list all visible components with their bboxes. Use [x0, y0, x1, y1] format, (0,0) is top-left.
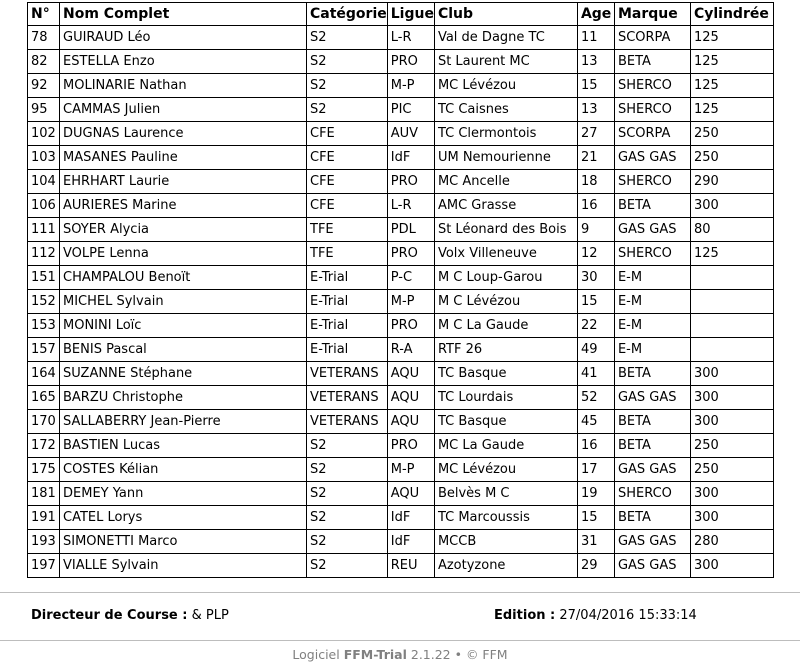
cell-full-name: SIMONETTI Marco	[60, 530, 307, 554]
cell-full-name: SALLABERRY Jean-Pierre	[60, 410, 307, 434]
cell-displacement: 250	[690, 146, 773, 170]
cell-full-name: CATEL Lorys	[60, 506, 307, 530]
table-row	[28, 194, 774, 218]
software-credit	[0, 647, 800, 662]
cell-club: M C La Gaude	[434, 314, 577, 338]
cell-age: 17	[577, 458, 614, 482]
cell-number: 181	[28, 482, 60, 506]
cell-number: 82	[28, 50, 60, 74]
cell-league: AQU	[387, 362, 434, 386]
cell-club: TC Lourdais	[434, 386, 577, 410]
cell-category: CFE	[307, 170, 388, 194]
cell-category: S2	[307, 482, 388, 506]
cell-number: 106	[28, 194, 60, 218]
cell-club: TC Basque	[434, 362, 577, 386]
cell-league: AUV	[387, 122, 434, 146]
cell-category: S2	[307, 554, 388, 578]
table-row	[28, 218, 774, 242]
cell-brand: BETA	[614, 50, 690, 74]
cell-league: P-C	[387, 266, 434, 290]
cell-age: 45	[577, 410, 614, 434]
footer-divider-bottom	[0, 640, 800, 641]
cell-full-name: MASANES Pauline	[60, 146, 307, 170]
cell-club: TC Basque	[434, 410, 577, 434]
cell-displacement: 125	[690, 26, 773, 50]
cell-club: MC Lévézou	[434, 458, 577, 482]
cell-brand: BETA	[614, 506, 690, 530]
cell-number: 95	[28, 98, 60, 122]
table-row	[28, 242, 774, 266]
cell-category: S2	[307, 98, 388, 122]
cell-number: 104	[28, 170, 60, 194]
cell-club: M C Lévézou	[434, 290, 577, 314]
cell-category: E-Trial	[307, 290, 388, 314]
cell-league: IdF	[387, 146, 434, 170]
cell-age: 9	[577, 218, 614, 242]
cell-number: 175	[28, 458, 60, 482]
cell-displacement: 125	[690, 74, 773, 98]
cell-category: VETERANS	[307, 386, 388, 410]
cell-brand: GAS GAS	[614, 386, 690, 410]
table-row	[28, 458, 774, 482]
header-club: Club	[434, 3, 577, 26]
cell-number: 151	[28, 266, 60, 290]
table-row	[28, 314, 774, 338]
cell-club: M C Loup-Garou	[434, 266, 577, 290]
table-row	[28, 530, 774, 554]
cell-category: S2	[307, 74, 388, 98]
cell-brand: E-M	[614, 266, 690, 290]
cell-league: REU	[387, 554, 434, 578]
table-row	[28, 362, 774, 386]
cell-displacement	[690, 290, 773, 314]
cell-brand: BETA	[614, 194, 690, 218]
cell-league: AQU	[387, 482, 434, 506]
cell-full-name: MICHEL Sylvain	[60, 290, 307, 314]
cell-brand: SHERCO	[614, 482, 690, 506]
cell-league: IdF	[387, 530, 434, 554]
cell-full-name: MONINI Loïc	[60, 314, 307, 338]
table-header-row	[28, 3, 774, 26]
cell-displacement: 300	[690, 362, 773, 386]
table-row	[28, 410, 774, 434]
cell-displacement: 300	[690, 506, 773, 530]
cell-age: 52	[577, 386, 614, 410]
cell-club: MC Ancelle	[434, 170, 577, 194]
table-row	[28, 122, 774, 146]
cell-league: L-R	[387, 26, 434, 50]
cell-brand: SCORPA	[614, 26, 690, 50]
edition-info	[494, 608, 697, 623]
cell-full-name: BARZU Christophe	[60, 386, 307, 410]
cell-category: TFE	[307, 218, 388, 242]
cell-age: 27	[577, 122, 614, 146]
cell-full-name: DUGNAS Laurence	[60, 122, 307, 146]
cell-league: M-P	[387, 74, 434, 98]
cell-category: S2	[307, 434, 388, 458]
cell-age: 16	[577, 434, 614, 458]
cell-league: PIC	[387, 98, 434, 122]
cell-age: 13	[577, 50, 614, 74]
header-displacement: Cylindrée	[690, 3, 773, 26]
header-full-name: Nom Complet	[60, 3, 307, 26]
cell-category: CFE	[307, 146, 388, 170]
cell-full-name: BASTIEN Lucas	[60, 434, 307, 458]
cell-club: TC Caisnes	[434, 98, 577, 122]
cell-league: PRO	[387, 50, 434, 74]
cell-full-name: AURIERES Marine	[60, 194, 307, 218]
cell-age: 19	[577, 482, 614, 506]
cell-displacement: 80	[690, 218, 773, 242]
cell-number: 164	[28, 362, 60, 386]
table-row	[28, 506, 774, 530]
cell-number: 152	[28, 290, 60, 314]
cell-club: RTF 26	[434, 338, 577, 362]
cell-full-name: SUZANNE Stéphane	[60, 362, 307, 386]
cell-category: S2	[307, 506, 388, 530]
cell-displacement: 125	[690, 50, 773, 74]
edition-timestamp: 27/04/2016 15:33:14	[559, 608, 697, 623]
cell-displacement: 300	[690, 482, 773, 506]
header-number: N°	[28, 3, 60, 26]
cell-brand: BETA	[614, 362, 690, 386]
cell-club: St Laurent MC	[434, 50, 577, 74]
cell-displacement: 300	[690, 554, 773, 578]
cell-brand: SHERCO	[614, 74, 690, 98]
cell-league: M-P	[387, 458, 434, 482]
cell-club: MCCB	[434, 530, 577, 554]
cell-full-name: DEMEY Yann	[60, 482, 307, 506]
footer-divider-top	[0, 592, 800, 593]
table-body	[28, 26, 774, 578]
cell-age: 16	[577, 194, 614, 218]
cell-age: 30	[577, 266, 614, 290]
cell-category: CFE	[307, 194, 388, 218]
cell-club: MC La Gaude	[434, 434, 577, 458]
cell-brand: SHERCO	[614, 170, 690, 194]
cell-age: 29	[577, 554, 614, 578]
cell-age: 22	[577, 314, 614, 338]
cell-category: S2	[307, 50, 388, 74]
cell-displacement: 250	[690, 122, 773, 146]
cell-league: M-P	[387, 290, 434, 314]
credit-version: 2.1.22 • © FFM	[410, 647, 508, 662]
cell-displacement: 300	[690, 194, 773, 218]
cell-category: E-Trial	[307, 266, 388, 290]
cell-club: TC Clermontois	[434, 122, 577, 146]
credit-prefix: Logiciel	[292, 647, 340, 662]
table-row	[28, 554, 774, 578]
cell-full-name: CAMMAS Julien	[60, 98, 307, 122]
cell-league: PRO	[387, 314, 434, 338]
cell-brand: E-M	[614, 290, 690, 314]
cell-age: 49	[577, 338, 614, 362]
cell-brand: SCORPA	[614, 122, 690, 146]
cell-number: 153	[28, 314, 60, 338]
cell-category: VETERANS	[307, 362, 388, 386]
cell-full-name: VIALLE Sylvain	[60, 554, 307, 578]
cell-number: 92	[28, 74, 60, 98]
cell-age: 15	[577, 506, 614, 530]
cell-number: 112	[28, 242, 60, 266]
cell-category: E-Trial	[307, 338, 388, 362]
header-brand: Marque	[614, 3, 690, 26]
cell-brand: GAS GAS	[614, 146, 690, 170]
entries-table	[27, 2, 774, 578]
table-row	[28, 290, 774, 314]
cell-displacement: 250	[690, 458, 773, 482]
cell-displacement: 280	[690, 530, 773, 554]
cell-displacement: 290	[690, 170, 773, 194]
cell-displacement	[690, 266, 773, 290]
cell-number: 111	[28, 218, 60, 242]
cell-club: UM Nemourienne	[434, 146, 577, 170]
cell-full-name: EHRHART Laurie	[60, 170, 307, 194]
cell-category: E-Trial	[307, 314, 388, 338]
cell-brand: SHERCO	[614, 98, 690, 122]
cell-age: 13	[577, 98, 614, 122]
table-row	[28, 266, 774, 290]
cell-brand: E-M	[614, 338, 690, 362]
cell-displacement	[690, 338, 773, 362]
cell-displacement	[690, 314, 773, 338]
cell-displacement: 300	[690, 386, 773, 410]
race-director	[31, 608, 229, 623]
cell-club: Azotyzone	[434, 554, 577, 578]
cell-number: 102	[28, 122, 60, 146]
cell-category: S2	[307, 530, 388, 554]
cell-age: 31	[577, 530, 614, 554]
credit-software-name: FFM-Trial	[343, 647, 407, 662]
cell-full-name: BENIS Pascal	[60, 338, 307, 362]
cell-age: 18	[577, 170, 614, 194]
table-row	[28, 170, 774, 194]
cell-club: Volx Villeneuve	[434, 242, 577, 266]
header-category: Catégorie	[307, 3, 388, 26]
cell-league: PRO	[387, 170, 434, 194]
table-row	[28, 98, 774, 122]
cell-brand: GAS GAS	[614, 530, 690, 554]
cell-category: TFE	[307, 242, 388, 266]
cell-league: IdF	[387, 506, 434, 530]
cell-brand: BETA	[614, 410, 690, 434]
cell-displacement: 125	[690, 242, 773, 266]
cell-category: S2	[307, 26, 388, 50]
cell-full-name: MOLINARIE Nathan	[60, 74, 307, 98]
cell-full-name: CHAMPALOU Benoït	[60, 266, 307, 290]
cell-number: 191	[28, 506, 60, 530]
cell-number: 103	[28, 146, 60, 170]
race-director-label: Directeur de Course :	[31, 608, 188, 623]
cell-brand: GAS GAS	[614, 554, 690, 578]
cell-number: 197	[28, 554, 60, 578]
cell-club: MC Lévézou	[434, 74, 577, 98]
cell-brand: SHERCO	[614, 242, 690, 266]
cell-number: 170	[28, 410, 60, 434]
edition-label: Edition :	[494, 608, 556, 623]
cell-brand: BETA	[614, 434, 690, 458]
table-row	[28, 338, 774, 362]
table-row	[28, 26, 774, 50]
cell-category: VETERANS	[307, 410, 388, 434]
cell-age: 15	[577, 290, 614, 314]
cell-age: 12	[577, 242, 614, 266]
table-row	[28, 434, 774, 458]
cell-full-name: ESTELLA Enzo	[60, 50, 307, 74]
cell-club: St Léonard des Bois	[434, 218, 577, 242]
header-league: Ligue	[387, 3, 434, 26]
cell-number: 157	[28, 338, 60, 362]
cell-age: 15	[577, 74, 614, 98]
cell-number: 165	[28, 386, 60, 410]
table-row	[28, 386, 774, 410]
cell-displacement: 125	[690, 98, 773, 122]
cell-full-name: SOYER Alycia	[60, 218, 307, 242]
cell-brand: GAS GAS	[614, 458, 690, 482]
cell-brand: GAS GAS	[614, 218, 690, 242]
cell-full-name: COSTES Kélian	[60, 458, 307, 482]
cell-age: 21	[577, 146, 614, 170]
table-row	[28, 50, 774, 74]
cell-category: S2	[307, 458, 388, 482]
header-age: Age	[577, 3, 614, 26]
cell-displacement: 300	[690, 410, 773, 434]
cell-displacement: 250	[690, 434, 773, 458]
cell-club: Val de Dagne TC	[434, 26, 577, 50]
cell-league: PDL	[387, 218, 434, 242]
cell-age: 41	[577, 362, 614, 386]
cell-league: AQU	[387, 386, 434, 410]
cell-league: R-A	[387, 338, 434, 362]
cell-number: 193	[28, 530, 60, 554]
cell-league: AQU	[387, 410, 434, 434]
cell-club: AMC Grasse	[434, 194, 577, 218]
cell-full-name: VOLPE Lenna	[60, 242, 307, 266]
cell-age: 11	[577, 26, 614, 50]
cell-brand: E-M	[614, 314, 690, 338]
cell-number: 78	[28, 26, 60, 50]
table-row	[28, 74, 774, 98]
cell-category: CFE	[307, 122, 388, 146]
cell-number: 172	[28, 434, 60, 458]
cell-league: PRO	[387, 242, 434, 266]
cell-full-name: GUIRAUD Léo	[60, 26, 307, 50]
cell-league: PRO	[387, 434, 434, 458]
cell-club: TC Marcoussis	[434, 506, 577, 530]
table-row	[28, 146, 774, 170]
cell-league: L-R	[387, 194, 434, 218]
cell-club: Belvès M C	[434, 482, 577, 506]
race-director-value: & PLP	[191, 608, 229, 623]
table-row	[28, 482, 774, 506]
